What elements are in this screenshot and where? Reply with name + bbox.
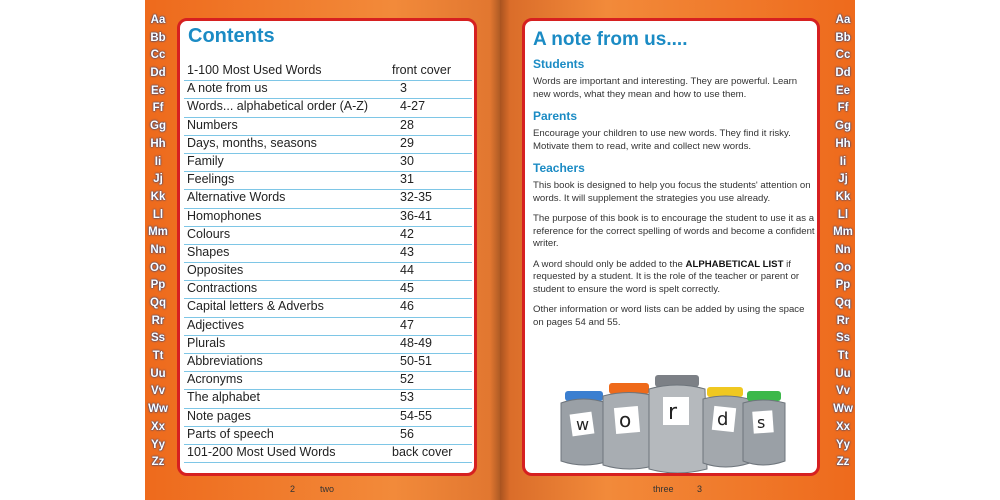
- alphabet-letter-t: Tt: [152, 350, 164, 363]
- contents-row: [184, 136, 472, 154]
- contents-row-page: 52: [400, 372, 414, 387]
- right-page: [500, 0, 855, 500]
- parents-heading: Parents: [533, 109, 578, 123]
- contents-row-label: Abbreviations: [187, 354, 263, 368]
- alphabet-letter-d: Dd: [835, 67, 851, 80]
- jar-letter-w: w: [576, 415, 590, 434]
- contents-row: [184, 445, 472, 463]
- contents-row-page: 31: [400, 172, 414, 187]
- contents-row-page: 32-35: [400, 190, 432, 205]
- contents-row-page: back cover: [392, 444, 453, 459]
- contents-row: [184, 318, 472, 336]
- contents-row-label: Days, months, seasons: [187, 135, 317, 150]
- alphabet-letter-w: Ww: [833, 403, 853, 416]
- jar-letter-o: o: [619, 408, 632, 432]
- alphabet-letter-u: Uu: [150, 367, 166, 380]
- contents-row-label: Colours: [187, 226, 231, 241]
- students-text: Words are important and interesting. They are powerful. Learn new words, what they mean and how to use them.: [533, 76, 798, 100]
- alphabet-letter-n: Nn: [150, 243, 166, 256]
- alphabet-letter-i: Ii: [154, 155, 162, 168]
- contents-row-page: 36-41: [400, 208, 432, 223]
- contents-row: [184, 336, 472, 354]
- contents-row: [184, 99, 472, 117]
- contents-row: [184, 299, 472, 317]
- alphabet-letter-j: Jj: [153, 173, 163, 186]
- right-page-number: 3: [697, 484, 703, 494]
- alphabet-letter-c: Cc: [150, 49, 166, 62]
- contents-row-page: 3: [400, 81, 407, 96]
- alphabet-letter-l: Ll: [152, 208, 164, 221]
- alphabet-letter-x: Xx: [150, 420, 166, 433]
- alphabet-letter-f: Ff: [152, 102, 164, 115]
- contents-row-label: Words... alphabetical order (A-Z): [187, 99, 369, 114]
- alphabet-letter-j: Jj: [838, 173, 848, 186]
- contents-row-label: Acronyms: [187, 372, 243, 387]
- contents-row-page: 29: [400, 135, 414, 150]
- teachers-text-3a: A word should only be added to the: [533, 258, 686, 270]
- alphabetical-list-bold: ALPHABETICAL LIST: [685, 258, 784, 270]
- alphabet-letter-c: Cc: [835, 49, 851, 62]
- alphabet-letter-m: Mm: [833, 226, 853, 239]
- contents-row-page: 46: [400, 299, 414, 314]
- contents-row-page: 48-49: [400, 335, 432, 350]
- contents-row-label: Parts of speech: [187, 426, 274, 441]
- teachers-text-2: The purpose of this book is to encourage the student to use it as a reference for the correct spelling of words and become a confident writer.: [533, 213, 815, 249]
- contents-row: [184, 63, 472, 81]
- alphabet-letter-q: Qq: [835, 297, 851, 309]
- alphabet-letter-o: Oo: [150, 261, 166, 274]
- contents-row-page: 50-51: [400, 354, 432, 368]
- contents-row-page: 28: [400, 117, 414, 132]
- alphabet-letter-h: Hh: [150, 137, 166, 150]
- alphabet-letter-a: Aa: [835, 14, 851, 26]
- left-page-number: 2: [290, 484, 296, 494]
- alphabet-letter-o: Oo: [835, 261, 851, 274]
- alphabet-letter-s: Ss: [150, 332, 166, 345]
- alphabet-letter-e: Ee: [150, 84, 166, 97]
- contents-row-label: Opposites: [187, 263, 244, 278]
- alphabet-letter-a: Aa: [150, 14, 166, 26]
- jar-3: [649, 375, 707, 473]
- contents-row-page: 54-55: [400, 408, 432, 423]
- jar-letter-d: d: [717, 409, 729, 430]
- contents-row: [184, 427, 472, 445]
- teachers-heading: Teachers: [533, 161, 585, 175]
- contents-row-page: 42: [400, 226, 414, 241]
- contents-row-label: Adjectives: [187, 317, 244, 332]
- right-page-word: three: [653, 484, 674, 494]
- alphabet-letter-v: Vv: [150, 385, 166, 398]
- contents-row: [184, 81, 472, 99]
- contents-row-label: A note from us: [187, 81, 268, 96]
- contents-row-label: Capital letters & Adverbs: [187, 299, 324, 314]
- left-page: [145, 0, 500, 500]
- contents-row-page: 4-27: [400, 99, 426, 114]
- word-jars-illustration: [557, 373, 787, 473]
- jar-letter-r: r: [668, 400, 678, 425]
- contents-row-label: Homophones: [187, 208, 262, 223]
- contents-row: [184, 372, 472, 390]
- contents-row: [184, 354, 472, 372]
- teachers-text-3b: if requested by a student. It is the role of the teacher or parent or student to ensure the word is spelt correctly.: [533, 258, 800, 295]
- contents-row: [184, 209, 472, 227]
- alphabet-letter-g: Gg: [835, 120, 851, 133]
- contents-row-label: The alphabet: [187, 390, 260, 405]
- alphabet-letter-g: Gg: [150, 120, 166, 133]
- teachers-text-3: [533, 259, 815, 297]
- left-alphabet-strip: [143, 14, 173, 474]
- alphabet-letter-s: Ss: [835, 332, 851, 345]
- contents-title: Contents: [188, 25, 275, 47]
- contents-row-page: 47: [400, 317, 414, 332]
- alphabet-letter-u: Uu: [835, 367, 851, 380]
- alphabet-letter-q: Qq: [150, 297, 166, 309]
- alphabet-letter-r: Rr: [836, 314, 850, 327]
- alphabet-letter-h: Hh: [835, 137, 851, 150]
- contents-row: [184, 190, 472, 208]
- alphabet-letter-r: Rr: [151, 314, 165, 327]
- jar-letter-s: s: [757, 413, 766, 432]
- alphabet-letter-z: Zz: [836, 456, 850, 469]
- contents-row-label: 1-100 Most Used Words: [187, 63, 322, 77]
- teachers-text-4: Other information or word lists can be added by using the space on pages 54 and 55.: [533, 304, 805, 328]
- contents-row: [184, 390, 472, 408]
- contents-row: [184, 154, 472, 172]
- alphabet-letter-b: Bb: [150, 31, 166, 44]
- contents-row-label: Contractions: [187, 281, 258, 296]
- book-spread: [145, 0, 855, 500]
- alphabet-letter-p: Pp: [835, 279, 851, 292]
- alphabet-letter-v: Vv: [835, 385, 851, 398]
- alphabet-letter-y: Yy: [150, 438, 166, 451]
- alphabet-letter-f: Ff: [837, 102, 849, 115]
- contents-row-label: Note pages: [187, 408, 251, 423]
- jar-5: [743, 391, 785, 465]
- contents-row-page: 43: [400, 244, 414, 259]
- alphabet-letter-i: Ii: [839, 155, 847, 168]
- contents-row-page: 30: [400, 153, 414, 168]
- contents-row: [184, 172, 472, 190]
- contents-row-label: Alternative Words: [187, 190, 286, 205]
- alphabet-letter-d: Dd: [150, 67, 166, 80]
- contents-panel: [177, 18, 477, 476]
- contents-row: [184, 245, 472, 263]
- alphabet-letter-k: Kk: [835, 190, 851, 203]
- contents-row: [184, 409, 472, 427]
- students-heading: Students: [533, 57, 585, 71]
- parents-text: Encourage your children to use new words. They find it risky. Motivate them to read, write and collect new words.: [533, 128, 791, 152]
- contents-row: [184, 281, 472, 299]
- contents-row-label: 101-200 Most Used Words: [187, 444, 336, 459]
- contents-row-page: front cover: [392, 63, 452, 77]
- left-page-word: two: [320, 484, 335, 494]
- alphabet-letter-z: Zz: [151, 456, 165, 469]
- note-panel: [522, 18, 820, 476]
- alphabet-letter-l: Ll: [837, 208, 849, 221]
- alphabet-letter-m: Mm: [148, 226, 168, 239]
- contents-row-label: Shapes: [187, 244, 230, 259]
- jar-1: [561, 391, 609, 465]
- alphabet-letter-p: Pp: [150, 279, 166, 292]
- teachers-text-1: This book is designed to help you focus the students' attention on words. It will supplement the strategies you use already.: [533, 180, 811, 204]
- right-alphabet-strip: [828, 14, 858, 474]
- contents-row-page: 53: [400, 390, 414, 405]
- alphabet-letter-x: Xx: [835, 420, 851, 433]
- note-title: A note from us....: [533, 29, 688, 50]
- contents-list: [184, 63, 472, 463]
- contents-row-label: Plurals: [187, 335, 226, 350]
- contents-row-label: Family: [187, 153, 224, 168]
- contents-row-page: 45: [400, 281, 414, 296]
- contents-row-label: Feelings: [187, 172, 235, 187]
- alphabet-letter-t: Tt: [837, 350, 849, 363]
- alphabet-letter-n: Nn: [835, 243, 851, 256]
- contents-row-page: 44: [400, 263, 414, 278]
- alphabet-letter-e: Ee: [835, 84, 851, 97]
- book-fold-shadow: [490, 0, 510, 500]
- contents-row-page: 56: [400, 426, 414, 441]
- contents-row-label: Numbers: [187, 117, 238, 132]
- alphabet-letter-y: Yy: [835, 438, 851, 451]
- contents-row: [184, 118, 472, 136]
- contents-row: [184, 227, 472, 245]
- contents-row: [184, 263, 472, 281]
- alphabet-letter-w: Ww: [148, 403, 168, 416]
- alphabet-letter-k: Kk: [150, 190, 166, 203]
- alphabet-letter-b: Bb: [835, 31, 851, 44]
